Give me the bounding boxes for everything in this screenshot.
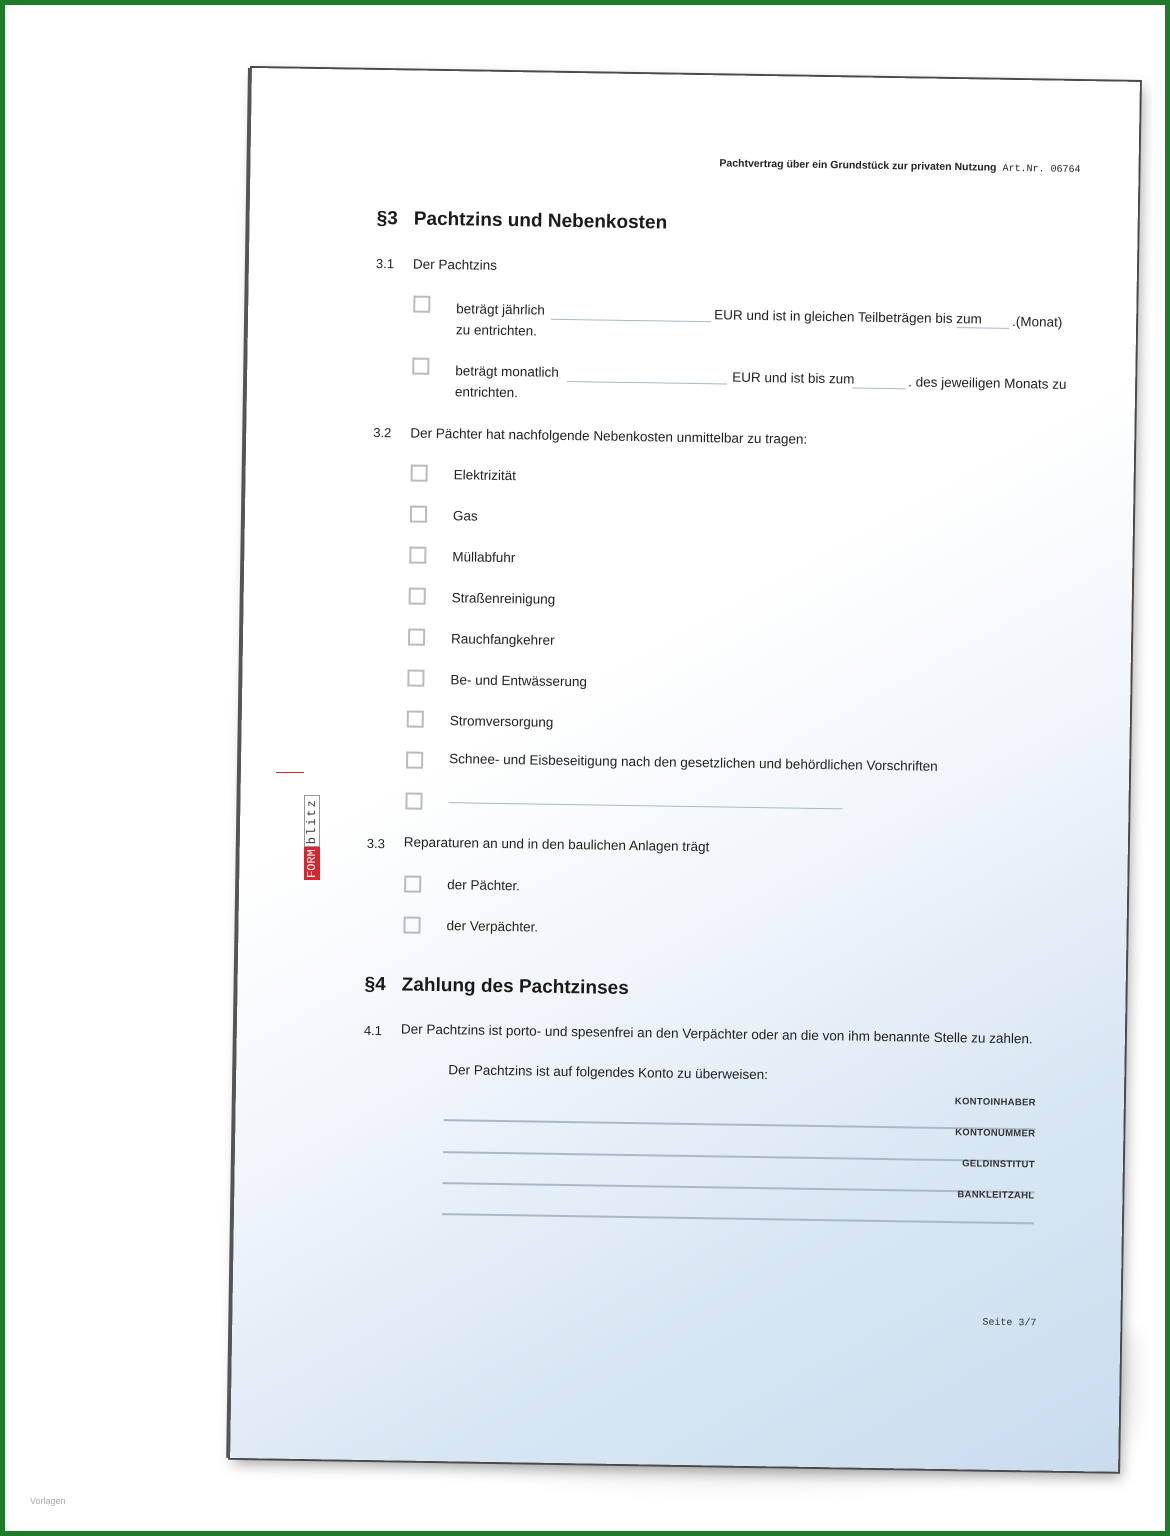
checkbox-entwaesserung[interactable] — [407, 670, 424, 687]
clause-number: 3.1 — [375, 255, 395, 272]
section-symbol: §4 — [364, 973, 386, 996]
list-item: der Pächter. — [447, 877, 521, 894]
section-title: Pachtzins und Nebenkosten — [413, 208, 668, 234]
fill-line[interactable] — [957, 327, 1009, 329]
section-4-heading — [364, 974, 628, 1000]
field-line-geldinstitut[interactable] — [442, 1182, 1034, 1193]
list-item: der Verpächter. — [446, 918, 539, 935]
logo-rule — [276, 772, 304, 773]
watermark: Vorlagen — [30, 1496, 66, 1506]
page-number: Seite 3/7 — [982, 1317, 1037, 1330]
option-text: EUR und ist bis zum — [732, 369, 855, 387]
checkbox-gas[interactable] — [410, 506, 427, 523]
list-item: Rauchfangkehrer — [450, 631, 555, 648]
checkbox-elektrizitaet[interactable] — [411, 465, 428, 482]
option-text: .(Monat) — [1011, 313, 1063, 330]
document-title: Pachtvertrag über ein Grundstück zur privaten Nutzung — [719, 157, 997, 174]
checkbox-other[interactable] — [405, 793, 422, 810]
field-label-kontonummer: KONTONUMMER — [955, 1127, 1036, 1140]
section-3-heading — [376, 208, 667, 235]
clause-label: Der Pachtzins — [412, 256, 498, 273]
section-symbol: §3 — [376, 207, 398, 230]
section-title: Zahlung des Pachtzinses — [401, 974, 629, 1000]
option-text: entrichten. — [454, 384, 519, 401]
logo-form: FORM — [305, 849, 319, 878]
option-text: zu entrichten. — [455, 322, 538, 339]
document-page — [230, 68, 1140, 1472]
list-item: Gas — [452, 508, 478, 524]
clause-label: Der Pachtzins ist porto- und spesenfrei an den Verpächter oder an die von ihm benannte Stelle zu zahlen. — [400, 1021, 1033, 1047]
option-text: . des jeweiligen Monats zu — [908, 374, 1067, 392]
list-item: Stromversorgung — [449, 713, 554, 730]
field-label-kontoinhaber: KONTOINHABER — [954, 1096, 1036, 1109]
fill-line[interactable] — [448, 802, 842, 809]
article-number: Art.Nr. 06764 — [1002, 163, 1081, 177]
list-item: Be- und Entwässerung — [450, 672, 588, 690]
checkbox-muellabfuhr[interactable] — [409, 547, 426, 564]
list-item: Müllabfuhr — [452, 549, 516, 566]
document-header — [719, 157, 1080, 176]
checkbox-yearly[interactable] — [413, 296, 430, 313]
fill-line[interactable] — [567, 381, 727, 385]
clause-label: Reparaturen an und in den baulichen Anlagen trägt — [403, 834, 710, 855]
logo-blitz: blitz — [304, 795, 320, 847]
field-line-bankleitzahl[interactable] — [442, 1213, 1034, 1224]
fill-line[interactable] — [551, 319, 711, 323]
checkbox-verpaechter[interactable] — [403, 916, 420, 933]
checkbox-monthly[interactable] — [412, 358, 429, 375]
formblitz-logo — [305, 795, 319, 880]
checkbox-paechter[interactable] — [404, 875, 421, 892]
option-text: beträgt jährlich — [456, 301, 545, 318]
checkbox-strassenreinigung[interactable] — [409, 588, 426, 605]
field-line-kontoinhaber[interactable] — [443, 1119, 1035, 1130]
transfer-note: Der Pachtzins ist auf folgendes Konto zu überweisen: — [448, 1062, 769, 1083]
option-text: EUR und ist in gleichen Teilbeträgen bis zum — [714, 307, 982, 327]
clause-number: 3.3 — [366, 835, 386, 852]
clause-label: Der Pächter hat nachfolgende Nebenkosten unmittelbar zu tragen: — [410, 425, 808, 447]
field-line-kontonummer[interactable] — [443, 1151, 1035, 1162]
checkbox-schnee[interactable] — [406, 752, 423, 769]
option-text: beträgt monatlich — [455, 363, 559, 380]
list-item: Elektrizität — [453, 467, 517, 484]
list-item: Schnee- und Eisbeseitigung nach den gesetzlichen und behördlichen Vorschriften — [449, 751, 938, 774]
clause-number: 4.1 — [363, 1022, 383, 1039]
list-item: Straßenreinigung — [451, 590, 556, 607]
clause-number: 3.2 — [373, 424, 392, 441]
field-label-geldinstitut: GELDINSTITUT — [962, 1158, 1035, 1171]
field-label-bankleitzahl: BANKLEITZAHL — [957, 1189, 1035, 1202]
checkbox-stromversorgung[interactable] — [407, 711, 424, 728]
fill-line[interactable] — [852, 387, 906, 389]
checkbox-rauchfangkehrer[interactable] — [408, 629, 425, 646]
